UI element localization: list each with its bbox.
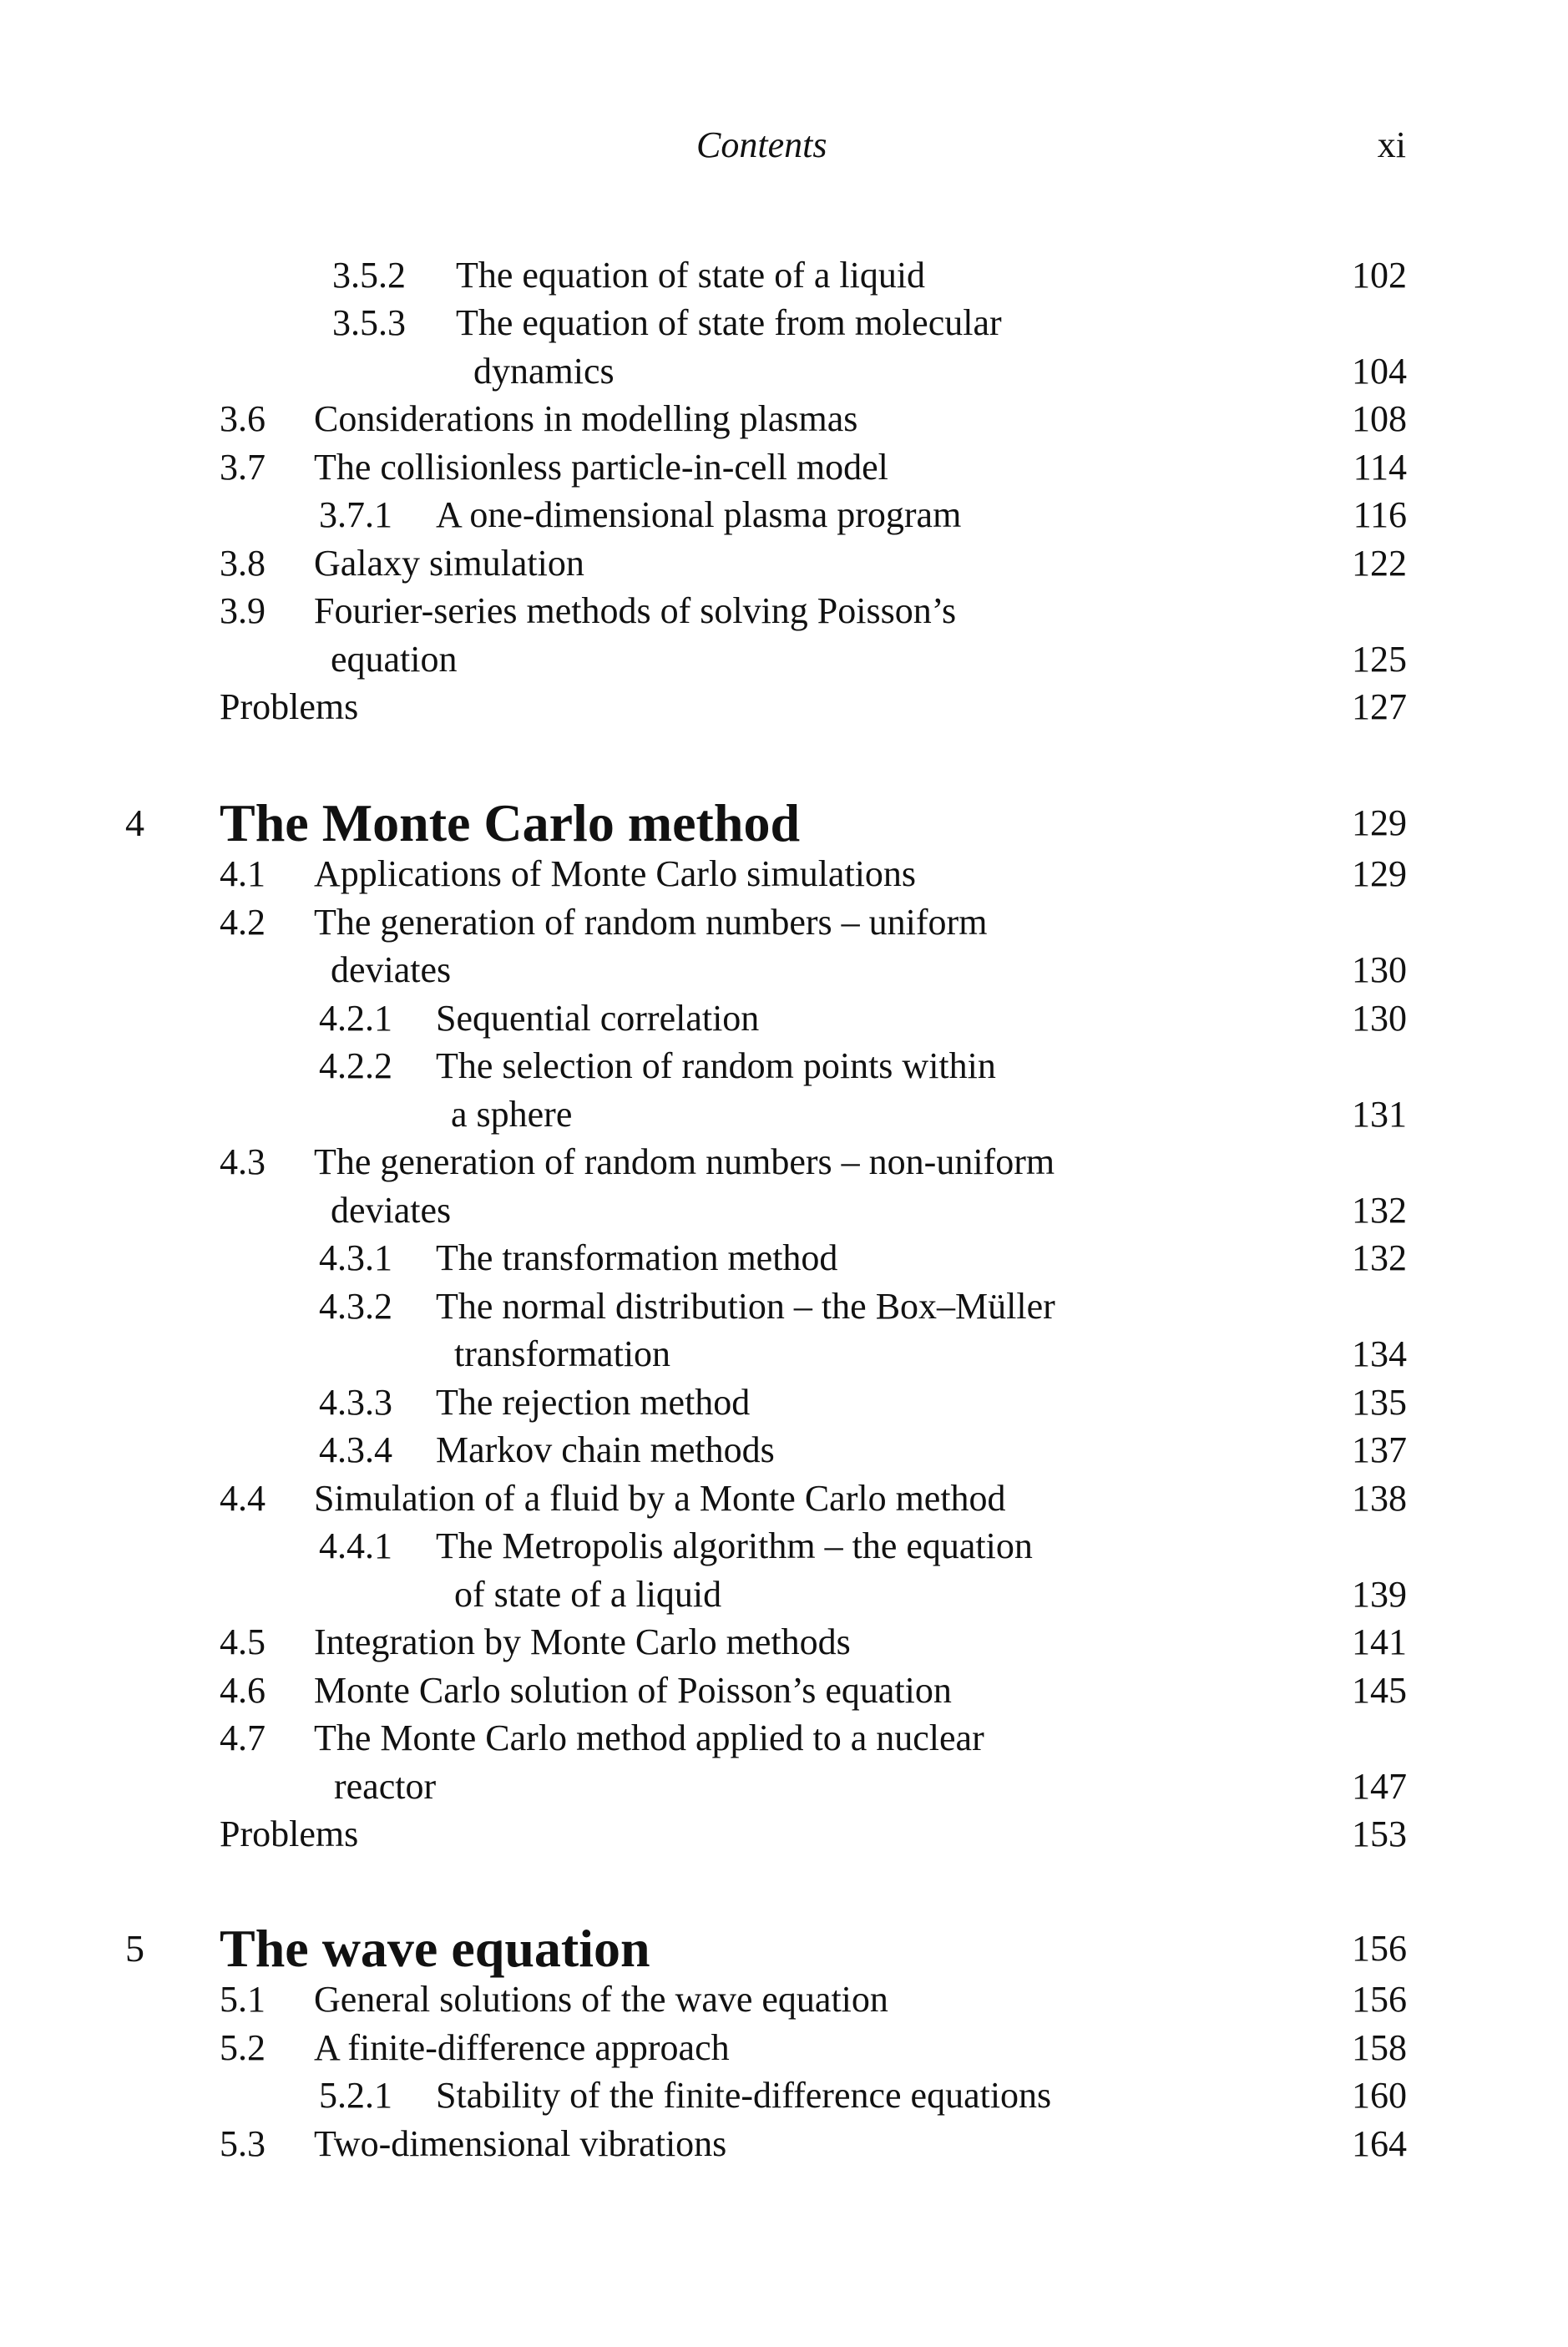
- toc-entry-title: The generation of random numbers – non-uniform: [314, 1141, 1055, 1182]
- toc-entry-number: 5.2.1: [319, 2075, 392, 2116]
- toc-entry-title: The equation of state from molecular: [456, 302, 1002, 343]
- running-head-page-number: xi: [1377, 124, 1406, 165]
- toc-entry-title: Integration by Monte Carlo methods: [314, 1621, 851, 1662]
- toc-entry[interactable]: [0, 1713, 1568, 1763]
- toc-entry-title: The equation of state of a liquid: [456, 255, 926, 296]
- toc-entry-title: reactor: [334, 1766, 437, 1807]
- toc-entry-page: 127: [1352, 686, 1407, 727]
- toc-entry-title: Applications of Monte Carlo simulations: [314, 853, 917, 894]
- toc-entry[interactable]: [0, 1521, 1568, 1571]
- toc-entry-number: 3.8: [220, 543, 266, 584]
- toc-entry[interactable]: [0, 1425, 1568, 1475]
- toc-entry-title: Problems: [220, 1813, 359, 1854]
- toc-entry-page: 134: [1352, 1333, 1407, 1374]
- toc-entry-page: 104: [1352, 351, 1407, 392]
- toc-entry-page: 114: [1353, 447, 1407, 488]
- toc-entry[interactable]: [0, 298, 1568, 348]
- toc-entry-page: 129: [1352, 802, 1407, 843]
- toc-entry-number: 4.1: [220, 853, 266, 894]
- toc-entry-title: Problems: [220, 686, 359, 727]
- toc-entry-number: 5.3: [220, 2123, 266, 2164]
- toc-entry-title: of state of a liquid: [454, 1574, 722, 1615]
- toc-entry-page: 130: [1352, 998, 1407, 1039]
- toc-entry[interactable]: [0, 1137, 1568, 1187]
- toc-entry-number: 4.6: [220, 1670, 266, 1711]
- toc-entry-title: General solutions of the wave equation: [314, 1979, 888, 2020]
- toc-entry-number: 4.2.2: [319, 1045, 392, 1086]
- toc-entry-title: Two-dimensional vibrations: [314, 2123, 727, 2164]
- toc-entry-page: 164: [1352, 2123, 1407, 2164]
- toc-entry-page: 132: [1352, 1190, 1407, 1231]
- toc-entry-title: equation: [331, 639, 458, 680]
- toc-entry-page: 141: [1352, 1621, 1407, 1662]
- toc-entry-continuation[interactable]: [0, 346, 1568, 397]
- toc-entry-title: deviates: [331, 1190, 452, 1231]
- toc-entry-page: 147: [1352, 1766, 1407, 1807]
- chapter-title: The wave equation: [220, 1919, 650, 1978]
- toc-entry[interactable]: [0, 1282, 1568, 1332]
- toc-entry-page: 130: [1352, 949, 1407, 990]
- toc-entry[interactable]: [0, 1041, 1568, 1091]
- toc-entry-page: 153: [1352, 1813, 1407, 1854]
- toc-entry-page: 125: [1352, 639, 1407, 680]
- toc-entry[interactable]: [0, 490, 1568, 540]
- toc-entry[interactable]: [0, 849, 1568, 899]
- toc-entry-page: 138: [1352, 1478, 1407, 1519]
- toc-entry-number: 3.7: [220, 447, 266, 488]
- toc-entry-title: Considerations in modelling plasmas: [314, 398, 858, 439]
- toc-entry[interactable]: [0, 586, 1568, 636]
- toc-entry[interactable]: [0, 394, 1568, 444]
- toc-entry[interactable]: [0, 2023, 1568, 2073]
- toc-problems[interactable]: [0, 682, 1568, 732]
- toc-entry-page: 160: [1352, 2075, 1407, 2116]
- toc-entry-page: 156: [1352, 1928, 1407, 1969]
- toc-entry-number: 4.3: [220, 1141, 266, 1182]
- toc-entry-page: 131: [1352, 1094, 1407, 1135]
- toc-entry[interactable]: [0, 443, 1568, 493]
- toc-entry-title: A one-dimensional plasma program: [436, 494, 962, 535]
- toc-entry-number: 4.7: [220, 1717, 266, 1758]
- toc-entry-continuation[interactable]: [0, 945, 1568, 995]
- toc-entry-title: Fourier-series methods of solving Poisson’s: [314, 590, 957, 631]
- toc-entry-number: 5.2: [220, 2027, 266, 2068]
- toc-entry-title: a sphere: [451, 1094, 573, 1135]
- toc-entry-number: 4.4: [220, 1478, 266, 1519]
- toc-entry[interactable]: [0, 1975, 1568, 2025]
- toc-entry-page: 122: [1352, 543, 1407, 584]
- toc-entry[interactable]: [0, 1617, 1568, 1667]
- toc-entry-page: 137: [1352, 1429, 1407, 1470]
- toc-entry-title: A finite-difference approach: [314, 2027, 730, 2068]
- toc-entry-title: The normal distribution – the Box–Müller: [436, 1286, 1055, 1327]
- toc-entry-page: 116: [1353, 494, 1407, 535]
- toc-entry-title: transformation: [454, 1333, 671, 1374]
- toc-entry-number: 4.3.1: [319, 1237, 392, 1278]
- toc-entry-continuation[interactable]: [0, 1090, 1568, 1140]
- toc-entry-title: The Monte Carlo method applied to a nuclear: [314, 1717, 984, 1758]
- toc-entry-number: 3.6: [220, 398, 266, 439]
- toc-entry-page: 145: [1352, 1670, 1407, 1711]
- chapter-heading[interactable]: [0, 793, 1568, 853]
- toc-entry-title: Sequential correlation: [436, 998, 760, 1039]
- toc-entry-continuation[interactable]: [0, 1329, 1568, 1379]
- toc-entry-number: 4.3.2: [319, 1286, 392, 1327]
- toc-entry-number: 3.9: [220, 590, 266, 631]
- toc-entry-number: 5.1: [220, 1979, 266, 2020]
- toc-entry-number: 3.5.2: [332, 255, 406, 296]
- toc-entry[interactable]: [0, 2071, 1568, 2121]
- toc-entry-number: 4.3.4: [319, 1429, 392, 1470]
- toc-entry-number: 4.3.3: [319, 1382, 392, 1423]
- toc-entry[interactable]: [0, 994, 1568, 1044]
- toc-entry-continuation[interactable]: [0, 635, 1568, 685]
- toc-entry-continuation[interactable]: [0, 1762, 1568, 1812]
- toc-entry[interactable]: [0, 898, 1568, 948]
- toc-entry-title: Galaxy simulation: [314, 543, 584, 584]
- toc-entry-page: 129: [1352, 853, 1407, 894]
- toc-entry-continuation[interactable]: [0, 1570, 1568, 1620]
- toc-entry-title: Stability of the finite-difference equations: [436, 2075, 1052, 2116]
- chapter-title: The Monte Carlo method: [220, 793, 801, 852]
- toc-problems[interactable]: [0, 1809, 1568, 1859]
- toc-entry-number: 4.4.1: [319, 1525, 392, 1566]
- toc-entry[interactable]: [0, 1474, 1568, 1524]
- toc-entry[interactable]: [0, 250, 1568, 301]
- running-head-title: Contents: [696, 124, 827, 165]
- toc-entry-page: 108: [1352, 398, 1407, 439]
- toc-entry[interactable]: [0, 1666, 1568, 1716]
- toc-entry-title: The generation of random numbers – uniform: [314, 902, 988, 943]
- toc-entry[interactable]: [0, 1233, 1568, 1283]
- toc-entry-number: 3.5.3: [332, 302, 406, 343]
- toc-entry[interactable]: [0, 2119, 1568, 2169]
- toc-entry[interactable]: [0, 539, 1568, 589]
- toc-entry-title: dynamics: [473, 351, 615, 392]
- toc-entry[interactable]: [0, 1378, 1568, 1428]
- toc-entry-title: The transformation method: [436, 1237, 838, 1278]
- toc-entry-title: The collisionless particle-in-cell model: [314, 447, 888, 488]
- toc-entry-number: 4.5: [220, 1621, 266, 1662]
- toc-entry-page: 132: [1352, 1237, 1407, 1278]
- toc-entry-title: The Metropolis algorithm – the equation: [436, 1525, 1033, 1566]
- toc-entry-page: 102: [1352, 255, 1407, 296]
- toc-entry-title: Monte Carlo solution of Poisson’s equation: [314, 1670, 952, 1711]
- toc-entry-title: Markov chain methods: [436, 1429, 775, 1470]
- toc-entry-number: 4.2: [220, 902, 266, 943]
- toc-entry-title: deviates: [331, 949, 452, 990]
- chapter-number: 4: [125, 802, 144, 844]
- toc-entry-title: The rejection method: [436, 1382, 751, 1423]
- toc-entry-continuation[interactable]: [0, 1186, 1568, 1236]
- toc-entry-page: 158: [1352, 2027, 1407, 2068]
- toc-entry-number: 3.7.1: [319, 494, 392, 535]
- toc-entry-page: 135: [1352, 1382, 1407, 1423]
- toc-entry-title: Simulation of a fluid by a Monte Carlo method: [314, 1478, 1006, 1519]
- toc-entry-page: 156: [1352, 1979, 1407, 2020]
- toc-entry-page: 139: [1352, 1574, 1407, 1615]
- chapter-number: 5: [125, 1927, 144, 1970]
- chapter-heading[interactable]: [0, 1919, 1568, 1979]
- toc-entry-title: The selection of random points within: [436, 1045, 996, 1086]
- toc-entry-number: 4.2.1: [319, 998, 392, 1039]
